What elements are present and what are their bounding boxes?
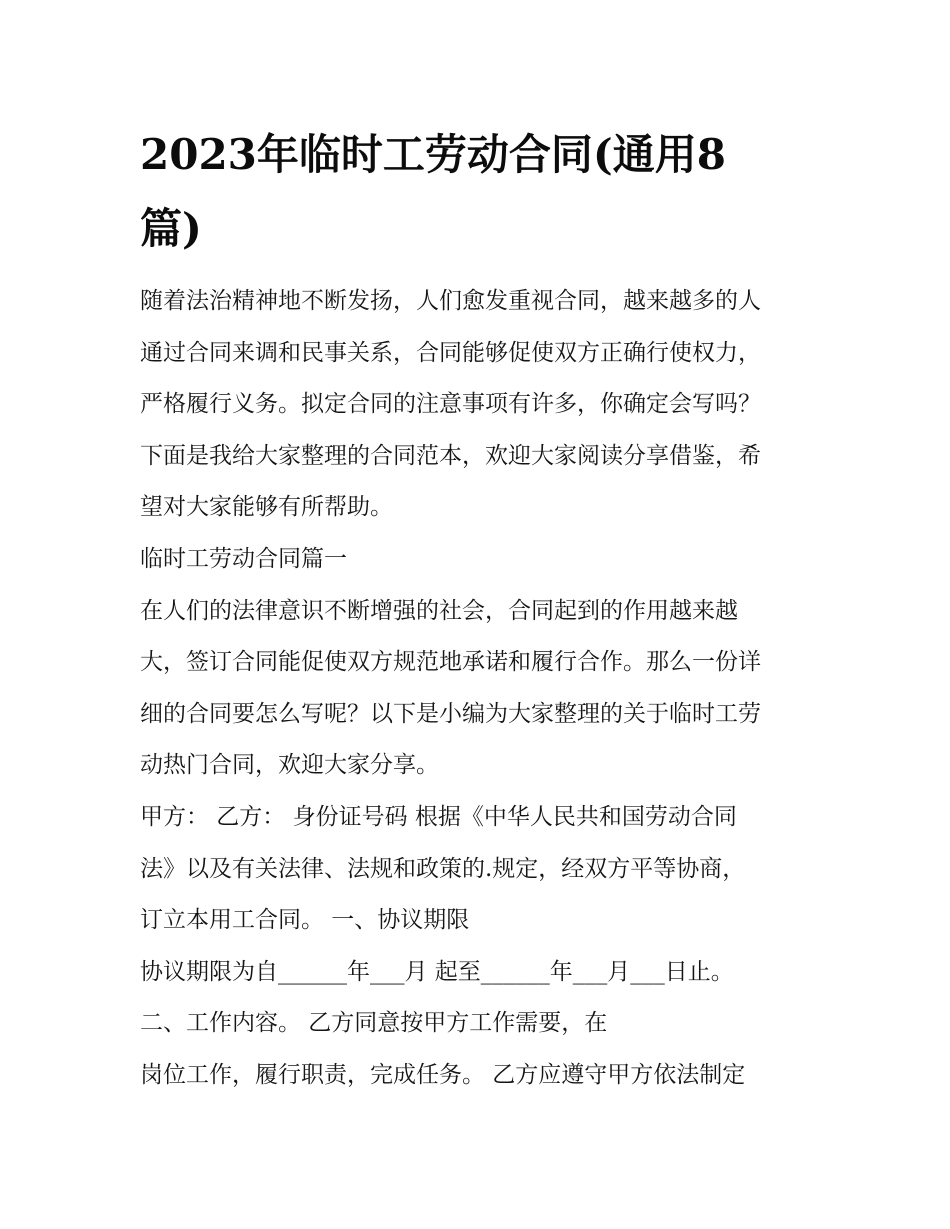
- paragraph-line: 通过合同来调和民事关系，合同能够促使双方正确行使权力，: [140, 339, 761, 366]
- paragraph-line: 细的合同要怎么写呢？以下是小编为大家整理的关于临时工劳: [140, 700, 761, 727]
- paragraph-line: 望对大家能够有所帮助。: [140, 494, 393, 521]
- paragraph-line: 随着法治精神地不断发扬，人们愈发重视合同，越来越多的人: [140, 288, 761, 314]
- paragraph-line: 法》以及有关法律、法规和政策的.规定，经双方平等协商，: [140, 855, 746, 882]
- paragraph-line: 订立本用工合同。 一、协议期限: [140, 907, 470, 934]
- paragraph-line: 协议期限为自______年___月 起至______年___月___日止。: [140, 958, 734, 985]
- paragraph-line: 下面是我给大家整理的合同范本，欢迎大家阅读分享借鉴，希: [140, 442, 761, 469]
- paragraph-line: 甲方： 乙方： 身份证号码 根据《中华人民共和国劳动合同: [140, 803, 737, 830]
- paragraph-line: 在人们的法律意识不断增强的社会，合同起到的作用越来越: [140, 597, 738, 624]
- paragraph-line: 大，签订合同能促使双方规范地承诺和履行合作。那么一份详: [140, 649, 761, 676]
- paragraph-line: 严格履行义务。拟定合同的注意事项有许多，你确定会写吗？: [140, 391, 761, 418]
- title-line: 篇): [140, 204, 202, 253]
- document-body: [140, 276, 820, 1102]
- paragraph-line: 二、工作内容。 乙方同意按甲方工作需要，在: [140, 1010, 608, 1037]
- title-line: 2023年临时工劳动合同(通用8: [140, 130, 726, 179]
- paragraph-line: 岗位工作，履行职责，完成任务。 乙方应遵守甲方依法制定: [140, 1061, 746, 1088]
- paragraph-line: 动热门合同，欢迎大家分享。: [140, 752, 439, 779]
- section-heading: 临时工劳动合同篇一: [140, 545, 347, 572]
- document-title: [140, 118, 820, 266]
